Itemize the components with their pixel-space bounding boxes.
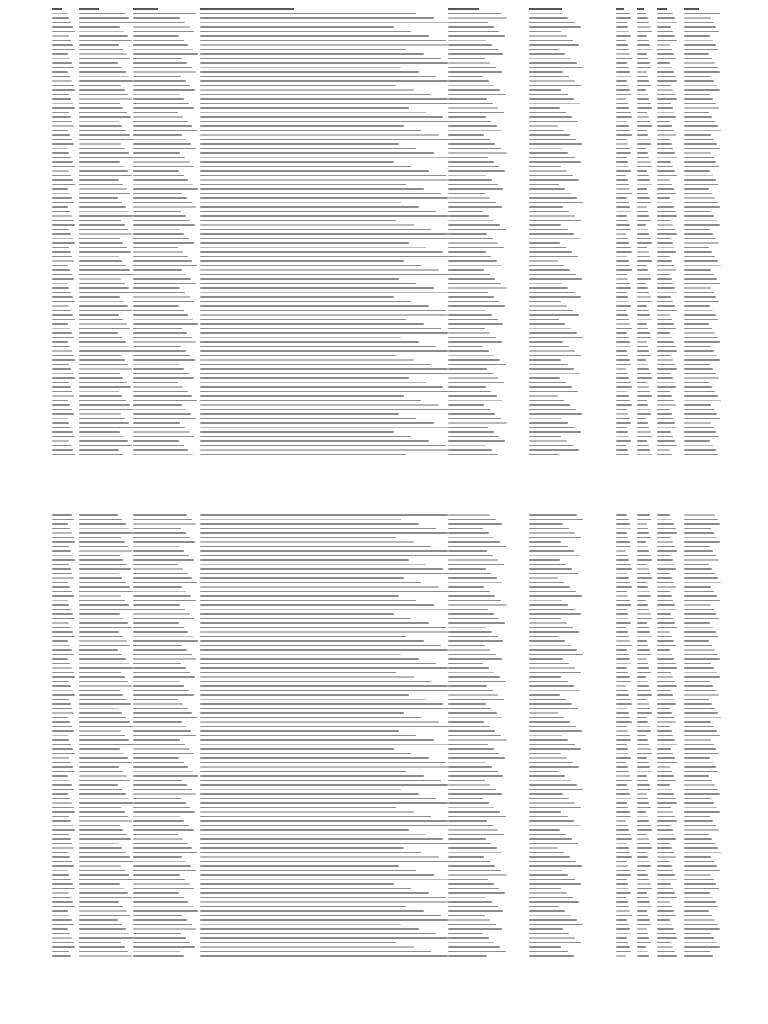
- table-cell: [657, 452, 684, 457]
- table-body: [52, 11, 724, 457]
- table-block-1: [52, 6, 724, 456]
- table-cell: [616, 452, 636, 457]
- table-cell: [684, 953, 724, 958]
- table-cell: [616, 953, 636, 958]
- table-cell: [52, 953, 79, 958]
- table-cell: [200, 452, 449, 457]
- table-body: [52, 512, 724, 958]
- table-cell: [52, 452, 79, 457]
- table-cell: [684, 452, 724, 457]
- table-cell: [133, 953, 200, 958]
- table-cell: [133, 452, 200, 457]
- table-cell: [657, 953, 684, 958]
- record-table-1: [52, 6, 724, 456]
- table-cell: [637, 953, 657, 958]
- record-table-2: [52, 512, 724, 958]
- table-row: [52, 953, 724, 958]
- table-cell: [448, 953, 529, 958]
- table-cell: [637, 452, 657, 457]
- table-cell: [529, 452, 616, 457]
- table-cell: [529, 953, 616, 958]
- table-cell: [448, 452, 529, 457]
- table-cell: [200, 953, 449, 958]
- table-cell: [79, 452, 133, 457]
- table-block-2: [52, 512, 724, 958]
- table-row: [52, 452, 724, 457]
- table-cell: [79, 953, 133, 958]
